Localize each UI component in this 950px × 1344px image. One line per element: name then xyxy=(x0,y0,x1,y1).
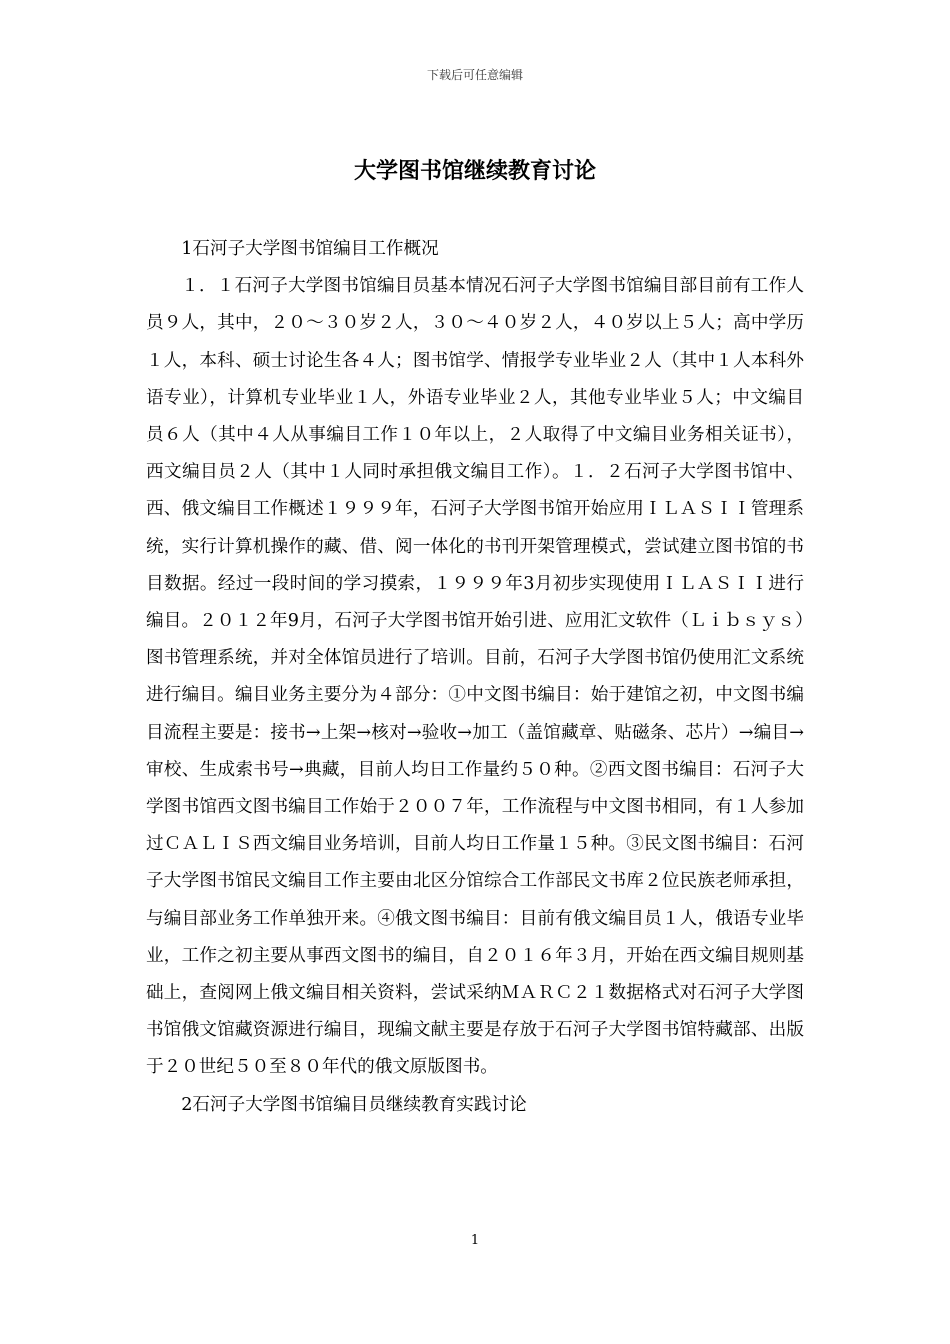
header-note: 下载后可任意编辑 xyxy=(426,68,523,82)
section-heading-1: 1石河子大学图书馆编目工作概况 xyxy=(181,239,439,259)
body-paragraph: １．１石河子大学图书馆编目员基本情况石河子大学图书馆编目部目前有工作人员９人，其中，２０～３０岁２人，３０～４０岁２人，４０岁以上５人；高中学历１人，本科、硕士讨论生各４人；图书馆学、情报学专业毕业２人（其中１人本科外语专业），计算机专业毕业１人，外语专业毕业２人，其他专业毕业５人；中文编目员６人（其中４人从事编目工作１０年以上，２人取得了中文编目业务相关证书），西文编目员２人（其中１人同时承担俄文编目工作）。１．２石河子大学图书馆中、西、俄文编目工作概述１９９９年，石河子大学图书馆开始应用ＩＬＡＳＩＩ管理系统，实行计算机操作的藏、借、阅一体化的书刊开架管理模式，尝试建立图书馆的书目数据。经过一段时间的学习摸索，１９９９年3月初步实现使用ＩＬＡＳＩＩ进行编目。２０１２年9月，石河子大学图书馆开始引进、应用汇文软件（Ｌｉｂｓｙｓ）图书管理系统，并对全体馆员进行了培训。目前，石河子大学图书馆仍使用汇文系统进行编目。编目业务主要分为４部分：①中文图书编目：始于建馆之初，中文图书编目流程主要是：接书→上架→核对→验收→加工（盖馆藏章、贴磁条、芯片）→编目→审校、生成索书号→典藏，目前人均日工作量约５０种。②西文图书编目：石河子大学图书馆西文图书编目工作始于２００７年，工作流程与中文图书相同，有１人参加过ＣＡＬＩＳ西文编目业务培训，目前人均日工作量１５种。③民文图书编目：石河子大学图书馆民文编目工作主要由北区分馆综合工作部民文书库２位民族老师承担，与编目部业务工作单独开来。④俄文图书编目：目前有俄文编目员１人，俄语专业毕业，工作之初主要从事西文图书的编目，自２０１６年３月，开始在西文编目规则基础上，查阅网上俄文编目相关资料，尝试采纳ＭＡＲＣ２１数据格式对石河子大学图书馆俄文馆藏资源进行编目，现编文献主要是存放于石河子大学图书馆特藏部、出版于２０世纪５０至８０年代的俄文原版图书。 xyxy=(146,276,804,1078)
section-heading-2: 2石河子大学图书馆编目员继续教育实践讨论 xyxy=(181,1094,527,1115)
document-body xyxy=(146,231,804,1124)
document-title: 大学图书馆继续教育讨论 xyxy=(353,159,596,184)
page-number: 1 xyxy=(470,1233,480,1248)
